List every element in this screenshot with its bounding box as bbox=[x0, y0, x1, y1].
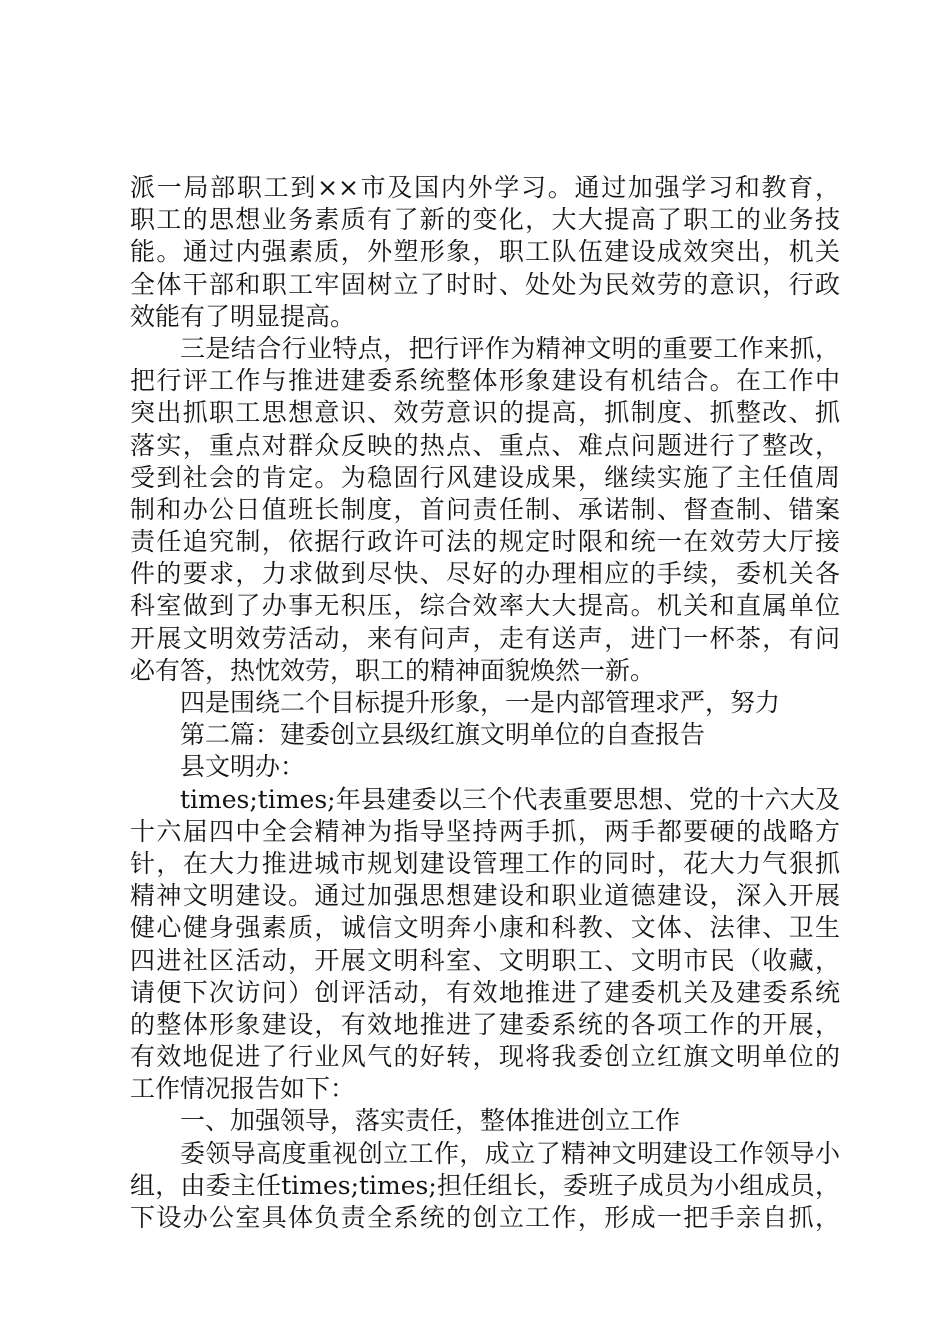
text-line: times;times;年县建委以三个代表重要思想、党的十六大及 bbox=[180, 784, 840, 814]
text-line: 的整体形象建设，有效地推进了建委系统的各项工作的开展， bbox=[130, 1009, 840, 1039]
text-line: 制和办公日值班长制度，首问责任制、承诺制、督查制、错案 bbox=[130, 494, 840, 524]
text-line: 全体干部和职工牢固树立了时时、处处为民效劳的意识，行政 bbox=[130, 269, 840, 299]
text-line: 派一局部职工到××市及国内外学习。通过加强学习和教育， bbox=[130, 173, 840, 202]
text-line: 责任追究制，依据行政许可法的规定时限和统一在效劳大厅接 bbox=[130, 527, 840, 557]
text-line: 落实，重点对群众反映的热点、重点、难点问题进行了整改， bbox=[130, 430, 840, 460]
text-line: 委领导高度重视创立工作，成立了精神文明建设工作领导小 bbox=[180, 1138, 840, 1168]
text-line: 请便下次访问）创评活动，有效地推进了建委机关及建委系统 bbox=[130, 977, 840, 1007]
text-line: 四进社区活动，开展文明科室、文明职工、文明市民（收藏， bbox=[130, 945, 840, 975]
text-line: 开展文明效劳活动，来有问声，走有送声，进门一杯茶，有问 bbox=[130, 623, 840, 653]
text-line: 针，在大力推进城市规划建设管理工作的同时，花大力气狠抓 bbox=[130, 848, 840, 878]
document-body bbox=[130, 172, 840, 1234]
text-line: 十六届四中全会精神为指导坚持两手抓，两手都要硬的战略方 bbox=[130, 816, 840, 846]
text-line: 下设办公室具体负责全系统的创立工作，形成一把手亲自抓， bbox=[130, 1203, 840, 1232]
text-line: 第二篇：建委创立县级红旗文明单位的自查报告 bbox=[180, 720, 706, 750]
text-line: 必有答，热忱效劳，职工的精神面貌焕然一新。 bbox=[130, 655, 656, 685]
text-line: 四是围绕二个目标提升形象，一是内部管理求严，努力 bbox=[180, 688, 781, 717]
text-line: 件的要求，力求做到尽快、尽好的办理相应的手续，委机关各 bbox=[130, 559, 840, 589]
text-line: 突出抓职工思想意识、效劳意识的提高，抓制度、抓整改、抓 bbox=[130, 398, 840, 428]
text-line: 把行评工作与推进建委系统整体形象建设有机结合。在工作中 bbox=[130, 366, 840, 396]
text-line: 组，由委主任times;times;担任组长，委班子成员为小组成员， bbox=[130, 1170, 840, 1200]
text-line: 县文明办： bbox=[180, 752, 306, 782]
text-line: 能。通过内强素质，外塑形象，职工队伍建设成效突出，机关 bbox=[130, 237, 840, 267]
text-line: 效能有了明显提高。 bbox=[130, 301, 356, 331]
text-line: 科室做到了办事无积压，综合效率大大提高。机关和直属单位 bbox=[130, 591, 840, 621]
text-line: 受到社会的肯定。为稳固行风建设成果，继续实施了主任值周 bbox=[130, 462, 840, 492]
text-line: 有效地促进了行业风气的好转，现将我委创立红旗文明单位的 bbox=[130, 1042, 840, 1072]
text-line: 工作情况报告如下： bbox=[130, 1074, 356, 1104]
text-line: 健心健身强素质，诚信文明奔小康和科教、文体、法律、卫生 bbox=[130, 913, 840, 943]
text-line: 精神文明建设。通过加强思想建设和职业道德建设，深入开展 bbox=[130, 881, 840, 911]
text-line: 三是结合行业特点，把行评作为精神文明的重要工作来抓， bbox=[180, 333, 840, 363]
text-line: 职工的思想业务素质有了新的变化，大大提高了职工的业务技 bbox=[130, 205, 840, 235]
text-line: 一、加强领导，落实责任，整体推进创立工作 bbox=[180, 1106, 681, 1136]
